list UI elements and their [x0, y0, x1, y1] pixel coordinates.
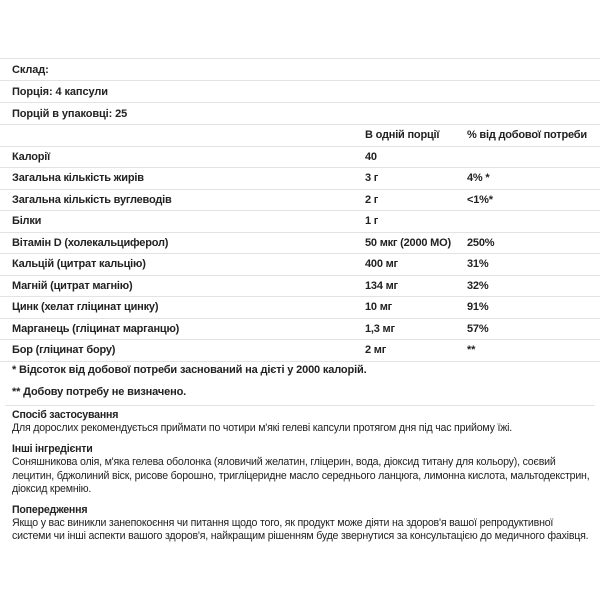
section-heading-directions: Спосіб застосування — [12, 409, 119, 421]
nutrient-dv: 4% * — [467, 172, 490, 185]
section-body-warnings: Якщо у вас виникли занепокоєння чи питання щодо того, як продукт може діяти на здоров'я вашої репродуктивної системи чи інші аспекти вашого здоров'я, найкращим рішенням буде звернутися за консультацією до медичного фахівця. — [12, 517, 589, 543]
table-row-total-fat — [0, 168, 600, 190]
nutrient-amount: 2 мг — [365, 344, 387, 357]
table-row-magnesium — [0, 276, 600, 298]
nutrient-amount: 50 мкг (2000 МО) — [365, 236, 451, 249]
section-divider — [5, 405, 595, 406]
table-header-row — [0, 124, 600, 147]
table-row-protein — [0, 211, 600, 233]
nutrient-dv: 250% — [467, 236, 495, 249]
nutrient-name: Загальна кількість жирів — [12, 172, 144, 185]
nutrient-dv: 32% — [467, 279, 489, 292]
nutrient-dv: 57% — [467, 322, 489, 335]
serving-size-row — [0, 81, 600, 103]
table-row-total-carbs — [0, 190, 600, 212]
info-rows — [0, 58, 600, 125]
nutrient-dv: 31% — [467, 258, 489, 271]
composition-row — [0, 59, 600, 81]
nutrient-amount: 400 мг — [365, 258, 398, 271]
nutrient-name: Бор (гліцинат бору) — [12, 344, 116, 357]
nutrient-name: Білки — [12, 215, 42, 228]
nutrient-dv: 91% — [467, 301, 489, 314]
text-sections — [12, 409, 594, 544]
section-other-ingredients — [12, 443, 594, 496]
nutrient-amount: 1,3 мг — [365, 322, 395, 335]
table-row-calories — [0, 147, 600, 169]
nutrient-amount: 1 г — [365, 215, 379, 228]
nutrient-name: Загальна кількість вуглеводів — [12, 193, 172, 206]
servings-per-container-row — [0, 103, 600, 125]
column-header-daily-value: % від добової потреби — [467, 128, 587, 141]
nutrient-amount: 2 г — [365, 193, 379, 206]
footnote-dv-not-established: ** Добову потребу не визначено. — [12, 386, 187, 398]
section-body-directions: Для дорослих рекомендується приймати по чотири м'які гелеві капсули протягом дня під час прийому їжі. — [12, 422, 512, 435]
nutrient-dv: <1%* — [467, 193, 493, 206]
table-row-vitamin-d — [0, 233, 600, 255]
nutrient-amount: 3 г — [365, 172, 379, 185]
nutrient-name: Калорії — [12, 150, 50, 163]
column-header-per-serving: В одній порції — [365, 128, 440, 141]
section-heading-warnings: Попередження — [12, 503, 88, 516]
nutrient-name: Вітамін D (холекальциферол) — [12, 236, 169, 249]
nutrient-dv: ** — [467, 344, 476, 357]
nutrient-name: Магній (цитрат магнію) — [12, 279, 133, 292]
nutrient-amount: 10 мг — [365, 301, 393, 314]
footnote-daily-value: * Відсоток від добової потреби заснований на дієті у 2000 калорій. — [12, 364, 367, 376]
section-directions — [12, 409, 594, 436]
table-row-manganese — [0, 319, 600, 341]
section-heading-other-ingredients: Інші інгредієнти — [12, 443, 93, 456]
servings-per-container-label: Порцій в упаковці: 25 — [12, 107, 128, 120]
table-row-boron — [0, 340, 600, 362]
nutrient-name: Марганець (гліцинат марганцю) — [12, 322, 180, 335]
nutrient-amount: 40 — [365, 150, 377, 163]
table-row-calcium — [0, 254, 600, 276]
section-warnings — [12, 504, 594, 544]
nutrition-facts-table — [0, 124, 600, 362]
section-body-other-ingredients: Соняшникова олія, м'яка гелева оболонка (яловичий желатин, гліцерин, вода, діоксид титану для кольору), соєвий лецитин, бджолиний віск, рисове борошно, тригліцеридне масло середнього ланцюга, лимонна кислота, мальтодекстрин, діоксид кремнію. — [12, 456, 590, 495]
nutrient-name: Цинк (хелат гліцинат цинку) — [12, 301, 159, 314]
table-row-zinc — [0, 297, 600, 319]
nutrient-amount: 134 мг — [365, 279, 398, 292]
nutrient-name: Кальцій (цитрат кальцію) — [12, 258, 146, 271]
serving-size-label: Порція: 4 капсули — [12, 85, 108, 98]
composition-label: Склад: — [12, 63, 49, 76]
